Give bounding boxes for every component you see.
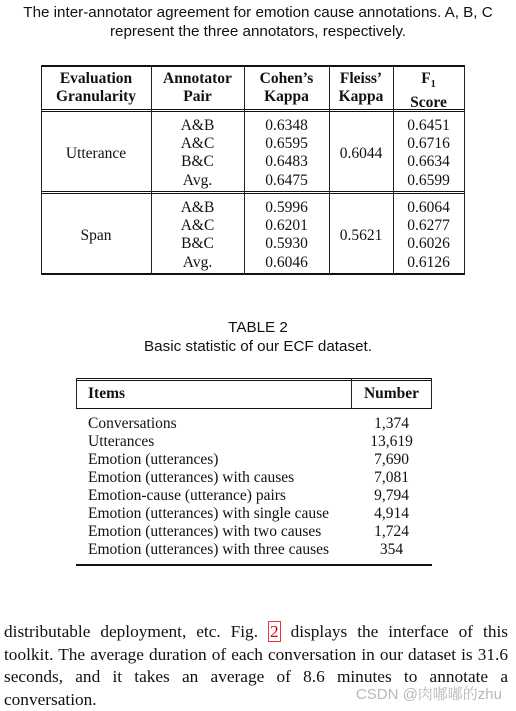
header-cohens-kappa: Cohen’s Kappa xyxy=(259,70,314,105)
group-utterance: Utterance xyxy=(65,145,127,162)
table-cell: 9,794 xyxy=(374,487,409,504)
agreement-table xyxy=(41,65,465,275)
header-granularity: Evaluation Granularity xyxy=(55,70,137,105)
table-cell: 7,690 xyxy=(374,451,409,468)
pairs-utterance: A&B A&C B&C Avg. xyxy=(180,117,215,189)
table-top-rule xyxy=(41,65,465,67)
table-row: Emotion (utterances) with two causes xyxy=(88,523,322,540)
table-row: Emotion-cause (utterance) pairs xyxy=(88,487,286,504)
watermark: CSDN @肉嘟嘟的zhu xyxy=(355,686,502,703)
fleiss-span: 0.5621 xyxy=(339,227,383,244)
table-cell: 4,914 xyxy=(374,505,409,522)
header-f1-score: $F_1$ Score xyxy=(410,70,447,112)
table2-top-rule-double xyxy=(76,380,432,381)
f1-span: 0.6064 0.6277 0.6026 0.6126 xyxy=(407,199,450,271)
body-paragraph: distributable deployment, etc. Fig. 2 displays the interface of this toolkit. The average duration of each conversation in our dataset is 31.6 seconds, and it takes an average of 8.6 minutes to annotate a conversation. xyxy=(4,622,508,709)
header-fleiss-kappa: Fleiss’ Kappa xyxy=(338,70,384,105)
items-column xyxy=(88,415,350,559)
table2-bottom-rule xyxy=(76,564,432,566)
table-cell: 7,081 xyxy=(374,469,409,486)
dataset-statistics-table xyxy=(76,378,432,566)
table-row: Emotion (utterances) with causes xyxy=(88,469,295,486)
table-cell: 13,619 xyxy=(370,433,413,450)
header-number: Number xyxy=(363,385,420,402)
table-cell: 354 xyxy=(379,541,404,558)
kappa-utterance: 0.6348 0.6595 0.6483 0.6475 xyxy=(265,117,308,189)
table-cell: 1,374 xyxy=(374,415,409,432)
group-separator-double xyxy=(41,193,465,194)
table1-caption: The inter-annotator agreement for emotion cause annotations. A, B, C represent the three annotators, respectively. xyxy=(23,4,493,40)
header-annotator-pair: Annotator Pair xyxy=(163,70,232,105)
table-row: Emotion (utterances) with single cause xyxy=(88,505,330,522)
fleiss-utterance: 0.6044 xyxy=(339,145,383,162)
pairs-span: A&B A&C B&C Avg. xyxy=(180,199,215,271)
table-row: Emotion (utterances) with three causes xyxy=(88,541,330,558)
table-bottom-rule xyxy=(41,273,465,275)
table2-header-rule xyxy=(76,408,432,409)
group-span: Span xyxy=(80,227,112,244)
header-items: Items xyxy=(88,385,126,402)
table2-top-rule xyxy=(76,378,432,379)
table2-caption: TABLE 2 Basic statistic of our ECF dataset. xyxy=(144,319,372,355)
table-row: Emotion (utterances) xyxy=(88,451,219,468)
table-row: Conversations xyxy=(88,415,177,432)
table-cell: 1,724 xyxy=(374,523,409,540)
figure-reference-link[interactable]: 2 xyxy=(269,622,279,641)
f1-utterance: 0.6451 0.6716 0.6634 0.6599 xyxy=(407,117,450,189)
kappa-span: 0.5996 0.6201 0.5930 0.6046 xyxy=(265,199,308,271)
numbers-column xyxy=(352,415,431,559)
table-row: Utterances xyxy=(88,433,155,450)
group-separator xyxy=(41,191,465,192)
